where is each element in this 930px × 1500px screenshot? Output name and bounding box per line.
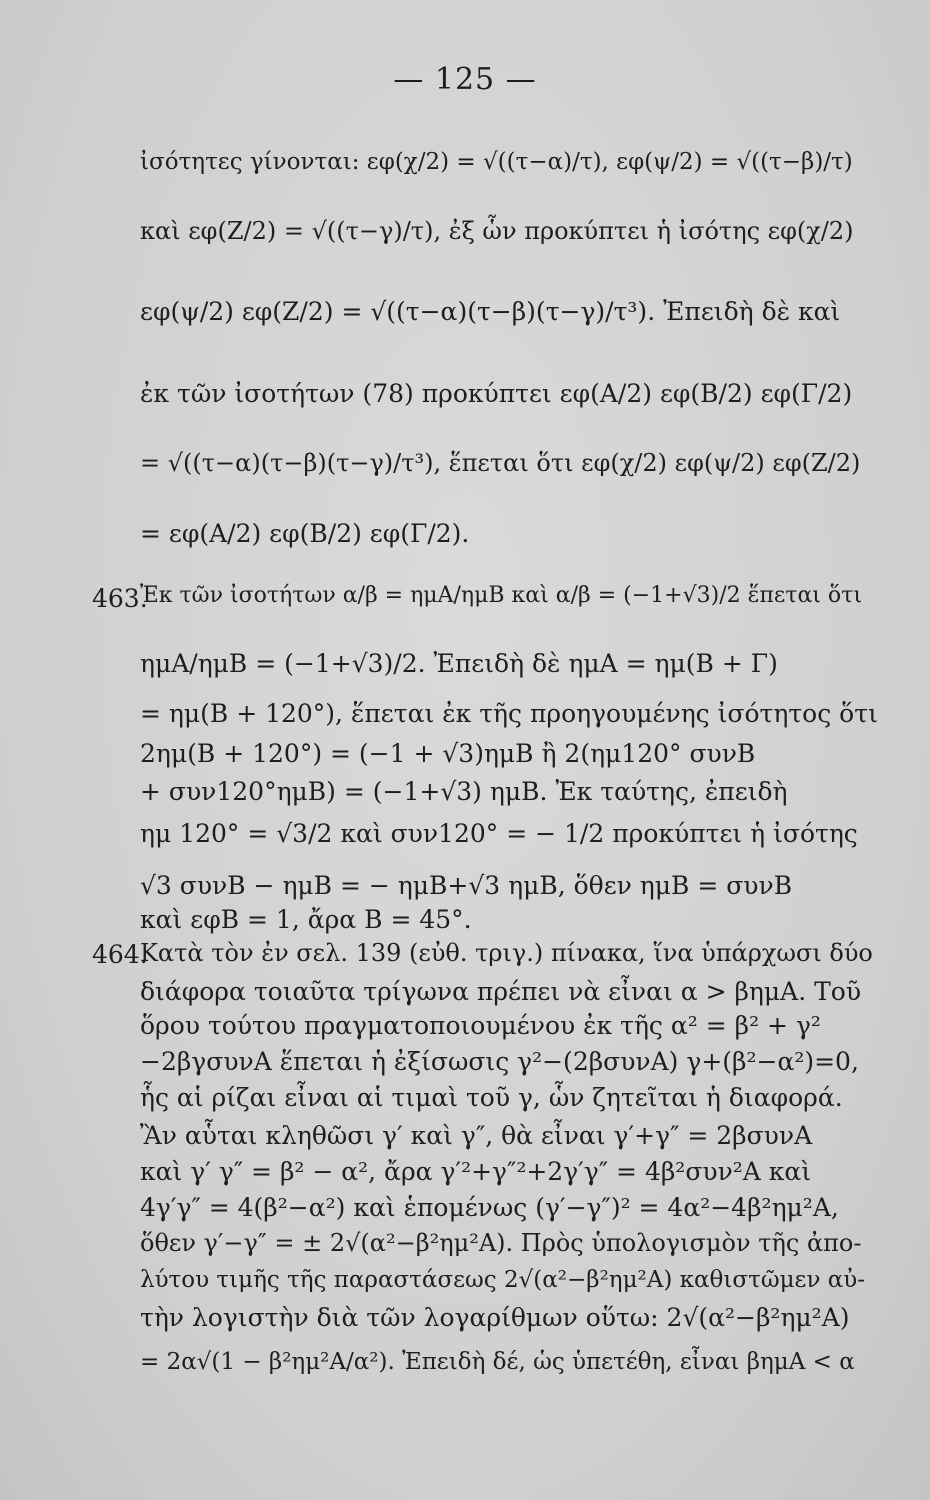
text-line: ὅρου τούτου πραγματοποιουμένου ἐκ τῆς α² = β² + γ² <box>140 1011 821 1040</box>
problem-number: 464. <box>92 940 148 969</box>
text-line: ημ 120° = √3/2 καὶ συν120° = − 1/2 προκύπτει ἡ ἰσότης <box>140 819 858 848</box>
text-line: ἰσότητες γίνονται: εφ(χ/2) = √((τ−α)/τ), εφ(ψ/2) = √((τ−β)/τ) <box>140 149 853 175</box>
page-number: — 125 — <box>393 62 537 97</box>
text-line: 2ημ(Β + 120°) = (−1 + √3)ημΒ ἢ 2(ημ120° συνΒ <box>140 739 756 768</box>
text-line: τὴν λογιστὴν διὰ τῶν λογαρίθμων οὕτω: 2√(α²−β²ημ²Α) <box>140 1303 850 1332</box>
text-line: Κατὰ τὸν ἐν σελ. 139 (εὐθ. τριγ.) πίνακα, ἵνα ὑπάρχωσι δύο <box>140 939 873 967</box>
text-line: καὶ εφΒ = 1, ἄρα Β = 45°. <box>140 905 472 934</box>
text-line: ἐκ τῶν ἰσοτήτων (78) προκύπτει εφ(Α/2) εφ(Β/2) εφ(Γ/2) <box>140 379 853 408</box>
text-line: −2βγσυνΑ ἕπεται ἡ ἐξίσωσις γ²−(2βσυνΑ) γ+(β²−α²)=0, <box>140 1047 859 1076</box>
text-line: ὅθεν γ′−γ″ = ± 2√(α²−β²ημ²Α). Πρὸς ὑπολογισμὸν τῆς ἀπο- <box>140 1229 862 1257</box>
text-line: καὶ γ′ γ″ = β² − α², ἄρα γ′²+γ″²+2γ′γ″ = 4β²συν²Α καὶ <box>140 1157 812 1186</box>
problem-number: 463. <box>92 584 148 613</box>
text-line: √3 συνΒ − ημΒ = − ημΒ+√3 ημΒ, ὅθεν ημΒ = συνΒ <box>140 871 793 900</box>
text-line: Ἐκ τῶν ἰσοτήτων α/β = ημΑ/ημΒ καὶ α/β = (−1+√3)/2 ἕπεται ὅτι <box>140 583 862 608</box>
text-line: + συν120°ημΒ) = (−1+√3) ημΒ. Ἐκ ταύτης, ἐπειδὴ <box>140 777 788 806</box>
text-line: ημΑ/ημΒ = (−1+√3)/2. Ἐπειδὴ δὲ ημΑ = ημ(Β + Γ) <box>140 649 778 678</box>
text-line: ἧς αἱ ρίζαι εἶναι αἱ τιμαὶ τοῦ γ, ὧν ζητεῖται ἡ διαφορά. <box>140 1083 843 1112</box>
text-line: = ημ(Β + 120°), ἕπεται ἐκ τῆς προηγουμένης ἰσότητος ὅτι <box>140 699 878 728</box>
text-line: 4γ′γ″ = 4(β²−α²) καὶ ἑπομένως (γ′−γ″)² = 4α²−4β²ημ²Α, <box>140 1193 839 1222</box>
text-line: εφ(ψ/2) εφ(Ζ/2) = √((τ−α)(τ−β)(τ−γ)/τ³). Ἐπειδὴ δὲ καὶ <box>140 297 841 326</box>
text-line: Ἂν αὗται κληθῶσι γ′ καὶ γ″, θὰ εἶναι γ′+γ″ = 2βσυνΑ <box>140 1121 813 1150</box>
text-line: καὶ εφ(Ζ/2) = √((τ−γ)/τ), ἐξ ὧν προκύπτει ἡ ἰσότης εφ(χ/2) <box>140 217 854 245</box>
text-line: διάφορα τοιαῦτα τρίγωνα πρέπει νὰ εἶναι α > βημΑ. Τοῦ <box>140 977 862 1006</box>
text-line: λύτου τιμῆς τῆς παραστάσεως 2√(α²−β²ημ²Α) καθιστῶμεν αὐ- <box>140 1267 866 1293</box>
text-line: = εφ(Α/2) εφ(Β/2) εφ(Γ/2). <box>140 519 470 548</box>
text-line: = √((τ−α)(τ−β)(τ−γ)/τ³), ἕπεται ὅτι εφ(χ/2) εφ(ψ/2) εφ(Ζ/2) <box>140 449 861 477</box>
text-line: = 2α√(1 − β²ημ²Α/α²). Ἐπειδὴ δέ, ὡς ὑπετέθη, εἶναι βημΑ < α <box>140 1349 855 1375</box>
